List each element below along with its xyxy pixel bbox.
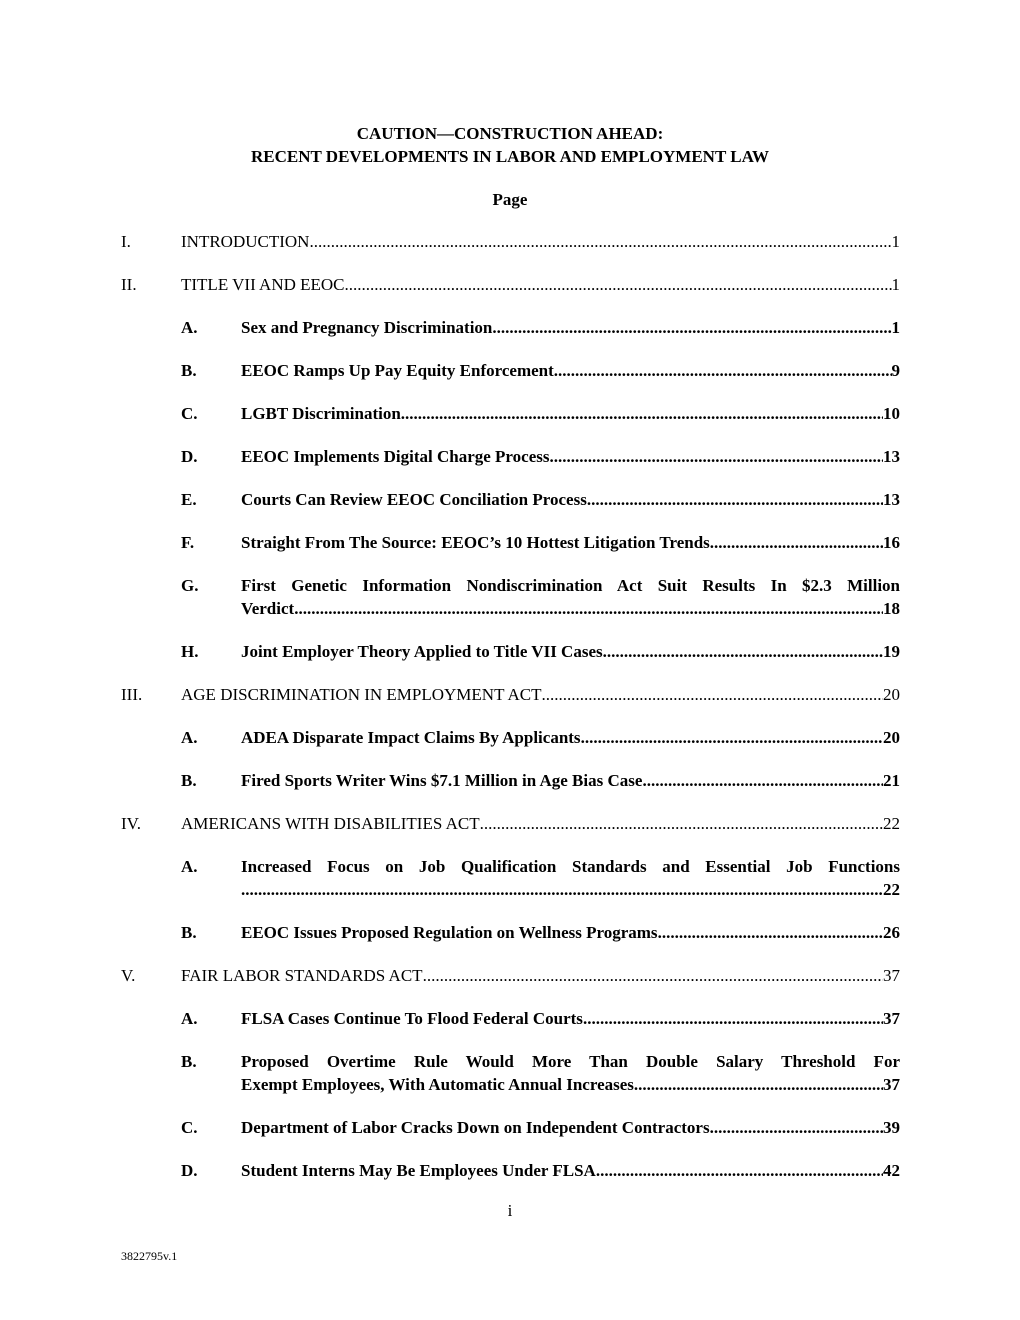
toc-number: D. [181,1161,198,1180]
toc-number: B. [181,1052,197,1071]
page-column-header: Page [492,190,528,209]
toc-number: B. [181,361,197,380]
toc-number: I. [121,232,131,251]
toc-label: Sex and Pregnancy Discrimination [241,318,493,337]
toc-page-number: 26 [883,923,900,942]
toc-label: Straight From The Source: EEOC’s 10 Hottest Litigation Trends [241,533,710,552]
toc-label: AGE DISCRIMINATION IN EMPLOYMENT ACT [181,685,542,704]
toc-page-number: 13 [883,447,900,466]
toc-number: A. [181,728,198,747]
toc-number: C. [181,404,198,423]
toc-label: FLSA Cases Continue To Flood Federal Courts [241,1009,583,1028]
toc-number: V. [121,966,136,985]
toc-page-number: 1 [891,232,900,251]
toc-page-number: 19 [883,642,900,661]
toc-number: A. [181,1009,198,1028]
toc-number: A. [181,857,198,876]
toc-page-number: 22 [883,814,900,833]
toc-label: Joint Employer Theory Applied to Title VII Cases [241,642,603,661]
toc-label: EEOC Issues Proposed Regulation on Wellness Programs [241,923,658,942]
toc-label: Fired Sports Writer Wins $7.1 Million in Age Bias Case [241,771,643,790]
toc-label: EEOC Implements Digital Charge Process [241,447,550,466]
toc-number: III. [121,685,143,704]
toc-number: IV. [121,814,141,833]
toc-page-number: 9 [891,361,900,380]
toc-label: Department of Labor Cracks Down on Independent Contractors [241,1118,710,1137]
toc-page-number: 16 [883,533,900,552]
toc-number: C. [181,1118,198,1137]
document-id: 3822795v.1 [121,1249,178,1263]
toc-number: II. [121,275,137,294]
footer-page-number: i [507,1201,513,1220]
toc-page-number: 39 [883,1118,900,1137]
toc-number: G. [181,576,199,595]
toc-label-line1: First Genetic Information Nondiscrimination Act Suit Results In $2.3 Million [241,576,900,595]
toc-page-number: 18 [883,599,900,618]
toc-label-line1: Increased Focus on Job Qualification Standards and Essential Job Functions [241,857,900,876]
toc-number: F. [181,533,195,552]
toc-number: A. [181,318,198,337]
toc-label: ADEA Disparate Impact Claims By Applicants [241,728,581,747]
toc-page-number: 13 [883,490,900,509]
toc-page-number: 1 [891,318,900,337]
toc-page-number: 42 [883,1161,900,1180]
toc-label: Student Interns May Be Employees Under FLSA [241,1161,596,1180]
toc-number: E. [181,490,197,509]
toc-number: D. [181,447,198,466]
toc-number: B. [181,771,197,790]
toc-label: LGBT Discrimination [241,404,401,423]
toc-page-number: 37 [883,1009,900,1028]
toc-page-number: 21 [883,771,900,790]
document-title-line2: RECENT DEVELOPMENTS IN LABOR AND EMPLOYMENT LAW [251,147,769,166]
toc-label: INTRODUCTION [181,232,310,251]
toc-label: FAIR LABOR STANDARDS ACT [181,966,423,985]
toc-page-number: 20 [883,728,900,747]
document-title-line1: CAUTION—CONSTRUCTION AHEAD: [356,124,664,143]
toc-page-number: 1 [891,275,900,294]
toc-number: B. [181,923,197,942]
toc-label: AMERICANS WITH DISABILITIES ACT [181,814,480,833]
toc-page-number: 20 [883,685,900,704]
toc-page-number: 10 [883,404,900,423]
toc-number: H. [181,642,199,661]
toc-label: EEOC Ramps Up Pay Equity Enforcement [241,361,554,380]
toc-label: Exempt Employees, With Automatic Annual Increases [241,1075,634,1094]
toc-label: Courts Can Review EEOC Conciliation Process [241,490,587,509]
toc-page-number: 37 [883,966,900,985]
toc-page-number: 22 [883,880,900,899]
toc-label: TITLE VII AND EEOC [181,275,345,294]
toc-label: Verdict [241,599,295,618]
toc-page-number: 37 [883,1075,900,1094]
toc-label-line1: Proposed Overtime Rule Would More Than Double Salary Threshold For [241,1052,900,1071]
